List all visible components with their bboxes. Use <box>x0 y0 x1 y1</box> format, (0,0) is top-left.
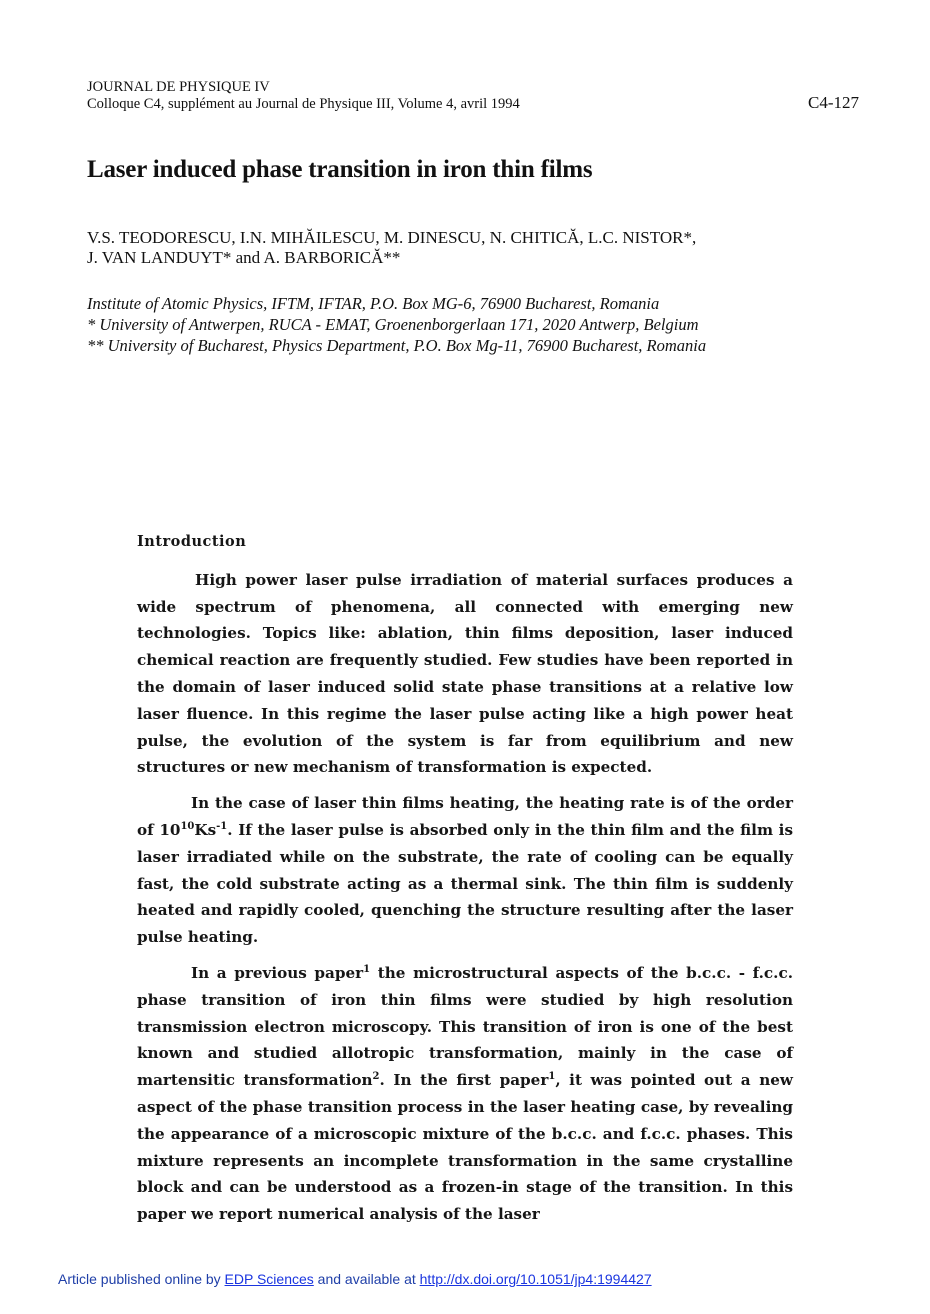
affiliations <box>87 293 706 356</box>
affiliation-3: ** University of Bucharest, Physics Department, P.O. Box Mg-11, 76900 Bucharest, Romania <box>87 336 707 355</box>
p2-text-c: . If the laser pulse is absorbed only in the thin film and the film is laser irradiated while on the substrate, the rate of cooling can be equally fast, the cold substrate acting as a thermal sink. The thin film is suddenly heated and rapidly cooled, quenching the structure resulting after the laser pulse heating. <box>137 820 793 947</box>
affiliation-2: * University of Antwerpen, RUCA - EMAT, Groenenborgerlaan 171, 2020 Antwerp, Belgium <box>87 315 699 334</box>
publication-footer <box>58 1271 652 1287</box>
footer-middle: and available at <box>313 1271 420 1287</box>
p3-sup-2: 2 <box>372 1071 380 1083</box>
p3-text-a: In a previous paper <box>191 963 364 982</box>
p3-sup-1: 1 <box>363 963 371 975</box>
body-section <box>137 529 793 1237</box>
p2-text-a: In the case of laser thin films heating, the heating rate is of the order of 10 <box>137 794 793 839</box>
author-list <box>87 228 696 268</box>
paper-title: Laser induced phase transition in iron thin films <box>87 156 593 183</box>
page-number: C4-127 <box>808 93 859 112</box>
paragraph-2 <box>137 790 793 951</box>
journal-name: JOURNAL DE PHYSIQUE IV <box>87 79 270 95</box>
p2-sup-1: 10 <box>180 820 195 832</box>
authors-line-2: J. VAN LANDUYT* and A. BARBORICĂ** <box>87 248 401 267</box>
p3-text-b: the microstructural aspects of the b.c.c. - f.c.c. phase transition of iron thin films were studied by high resolution transmission electron microscopy. This transition of iron is one of the best known and studied allotropic transformation, mainly in the case of martensitic transformation <box>137 963 793 1090</box>
p3-text-c: . In the first paper <box>379 1071 549 1090</box>
doi-link[interactable]: http://dx.doi.org/10.1051/jp4:1994427 <box>419 1271 652 1287</box>
affiliation-1: Institute of Atomic Physics, IFTM, IFTAR, P.O. Box MG-6, 76900 Bucharest, Romania <box>87 294 660 313</box>
colloque-line: Colloque C4, supplément au Journal de Physique III, Volume 4, avril 1994 <box>87 96 520 112</box>
journal-header <box>87 79 520 113</box>
paragraph-1: High power laser pulse irradiation of material surfaces produces a wide spectrum of phenomena, all connected with emerging new technologies. Topics like: ablation, thin films deposition, laser induced chemical reaction are frequently studied. Few studies have been reported in the domain of laser induced solid state phase transitions at a relative low laser fluence. In this regime the laser pulse acting like a high power heat pulse, the evolution of the system is far from equilibrium and new structures or new mechanism of transformation is expected. <box>137 570 793 777</box>
paragraph-3 <box>137 960 793 1228</box>
authors-line-1: V.S. TEODORESCU, I.N. MIHĂILESCU, M. DINESCU, N. CHITICĂ, L.C. NISTOR*, <box>87 228 697 247</box>
p2-text-b: Ks <box>194 820 217 839</box>
p3-sup-3: 1 <box>548 1071 556 1083</box>
p3-text-d: , it was pointed out a new aspect of the phase transition process in the laser heating case, by revealing the appearance of a microscopic mixture of the b.c.c. and f.c.c. phases. This mixture represents an incomplete transformation in the same crystalline block and can be understood as a frozen-in stage of the transition. In this paper we report numerical analysis of the laser <box>137 1071 793 1224</box>
p2-sup-2: -1 <box>216 820 228 832</box>
publisher-link[interactable]: EDP Sciences <box>224 1271 314 1287</box>
section-heading: Introduction <box>137 533 247 550</box>
footer-prefix: Article published online by <box>58 1271 225 1287</box>
